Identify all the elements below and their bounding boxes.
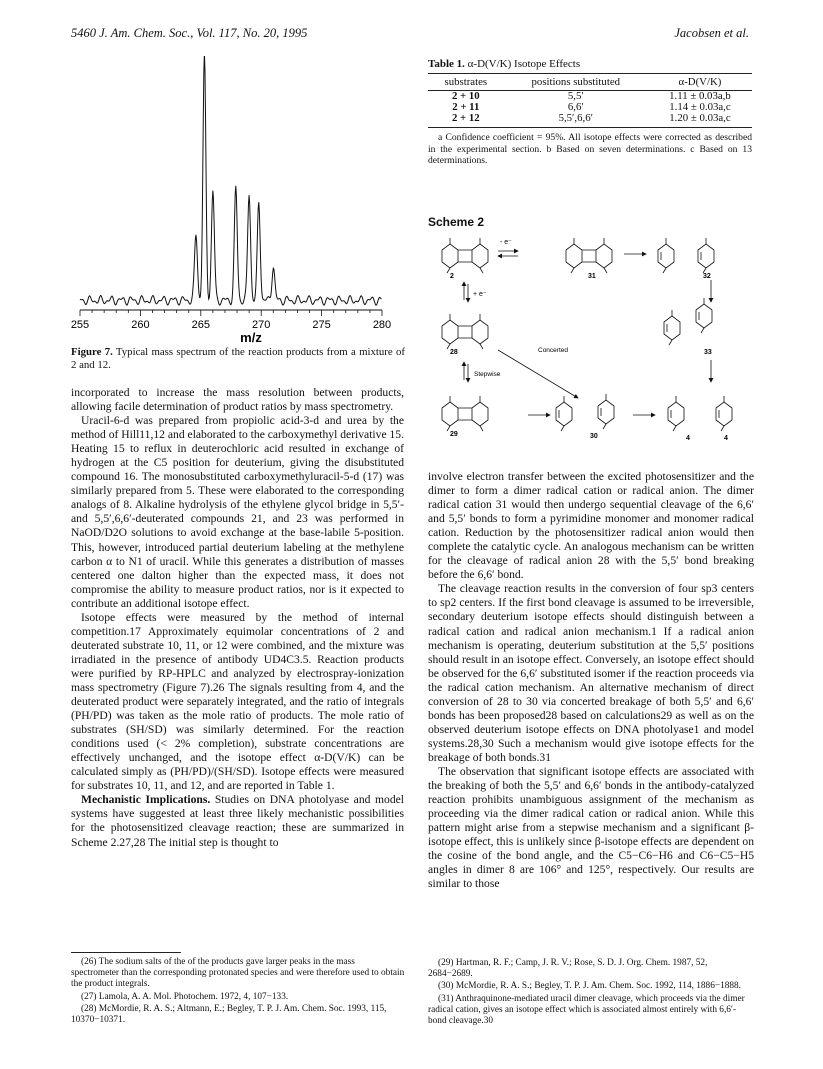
footnote: (30) McMordie, R. A. S.; Begley, T. P. J. Am. Chem. Soc. 1992, 114, 1886−1888. <box>438 981 742 992</box>
right-footnotes <box>428 958 754 1028</box>
table-1 <box>428 58 752 167</box>
footnote: (31) Anthraquinone-mediated uracil dimer cleavage, which proceeds via the dimer radical cation, gives an isotope effect which is associated almost entirely with 6,6′-bond cleavage.30 <box>428 993 745 1027</box>
monomer-4b <box>716 396 732 431</box>
dimer-31 <box>566 238 612 273</box>
spectrum-trace <box>80 56 381 305</box>
compound-label: 2 <box>450 273 454 280</box>
left-column <box>71 386 404 850</box>
compound-label: 28 <box>450 349 458 356</box>
section-heading: Mechanistic Implications. <box>81 793 211 807</box>
journal-header: 5460 J. Am. Chem. Soc., Vol. 117, No. 20, 1995 <box>71 26 308 40</box>
footnote: (27) Lamola, A. A. Mol. Photochem. 1972, 4, 107−133. <box>81 991 289 1002</box>
monomer-32b <box>698 238 714 273</box>
x-ticks <box>71 310 391 331</box>
table-footnote: a Confidence coefficient = 95%. All isotope effects were corrected as described in the experimental section. b Based on seven determinations. c Based on 13 determinations. <box>428 132 752 166</box>
footnote: (29) Hartman, R. F.; Camp, J. R. V.; Rose, S. D. J. Org. Chem. 1987, 52, 2684−2689. <box>428 958 708 980</box>
pathway-label: Stepwise <box>474 371 501 378</box>
compound-label: 30 <box>590 433 598 440</box>
table-row: 2 + 10 5,5′ 1.11 ± 0.03a,b <box>451 90 731 102</box>
paragraph: The cleavage reaction results in the conversion of four sp3 centers to sp2 centers. If the first bond cleavage is assumed to be irreversible, secondary deuterium isotope effects should distinguish between a radical cation and radical anion mechanism.1 If a radical anion mechanism is operating, deuterium substitution at the 5,5′ positions should result in an isotope effect. Conversely, an isotope effect should be observed for the 6,6′ substituted isomer if the reaction proceeds via the radical cation mechanism. An alternative mechanism of direct conversion of 28 to 30 via concerted breakage of both 5,5′ and 6,6′ bonds has been proposed28 based on calculations29 as well as on the observed deuterium isotope effects on DNA photolyase1 and model systems.28,30 Such a mechanism would give isotope effects for the breakage of both bonds.31 <box>428 582 754 764</box>
monomer-33a <box>664 310 680 345</box>
footnote: (28) McMordie, R. A. S.; Altmann, E.; Begley, T. P. J. Am. Chem. Soc. 1993, 115, 10370−10371. <box>71 1003 387 1026</box>
column-header: positions substituted <box>504 74 648 91</box>
tick-label: 270 <box>252 319 271 331</box>
table-row: 2 + 11 6,6′ 1.14 ± 0.03a,c <box>452 101 731 113</box>
compound-label: 29 <box>450 431 458 438</box>
compound-label: 31 <box>588 273 596 280</box>
isotope-table <box>428 73 752 128</box>
dimer-28 <box>442 314 488 349</box>
table-title: Table 1. α-D(V/K) Isotope Effects <box>428 58 581 70</box>
paragraph: Isotope effects were measured by the method of internal competition.17 Approximately equimolar concentrations of 2 and deuterated substrate 10, 11, or 12 were combined, and the mixture was irradiated in the presence of antibody UD4C3.5. Reaction products were purified by RP-HPLC and analyzed by electrospray-ionization mass spectrometry (Figure 7).26 The signals resulting from 4, and the deuterated product were separately integrated, and the ratio of integrals (PH/PD) was taken as the mole ratio of products. The mole ratio of substrates (SH/SD) was similarly determined. For the reaction conditions used (< 2% completion), substrate concentrations are effectively unchanged, and the isotope effect α-D(V/K) can be calculated simply as (PH/PD)/(SH/SD). Isotope effects were measured for substrates 10, 11, and 12, and are reported in Table 1. <box>71 610 404 793</box>
footnote: (26) The sodium salts of the of the products gave larger peaks in the mass spectrometer than the corresponding protonated species and were therefore used to obtain the product integrals. <box>71 957 405 990</box>
monomer-33b <box>696 298 712 333</box>
monomer-32a <box>658 238 674 273</box>
left-footnotes <box>71 957 405 1027</box>
scheme-title: Scheme 2 <box>428 215 485 229</box>
figure-7-caption: Figure 7. Typical mass spectrum of the reaction products from a mixture of 2 and 12. <box>71 346 405 371</box>
tick-label: 265 <box>191 319 210 331</box>
dimer-29 <box>442 396 488 431</box>
pathway-label: Concerted <box>538 347 568 354</box>
paragraph: incorporated to increase the mass resolution between products, allowing facile determination of product ratios by mass spectrometry. <box>71 386 404 414</box>
paragraph: involve electron transfer between the excited photosensitizer and the dimer to form a dimer radical cation or radical anion. The dimer radical cation 31 would then undergo sequential cleavage of the 6,6′ and 5,5′ bonds to form a pyrimidine monomer and monomer radical cation. Reduction by the photosensitizer radical anion would then complete the catalytic cycle. An analogous mechanism can be written for the cleavage of radical anion 28 with the 5,5′ bond breaking before the 6,6′ bond. <box>428 470 754 582</box>
tick-label: 280 <box>372 319 392 331</box>
figure-7 <box>70 56 410 356</box>
column-header: substrates <box>428 74 504 91</box>
tick-label: 255 <box>70 319 90 331</box>
scheme-2 <box>428 232 758 472</box>
author-header: Jacobsen et al. <box>674 26 749 40</box>
scheme-2-diagram <box>428 232 758 472</box>
column-header: α-D(V/K) <box>648 74 752 91</box>
figure-label: Figure 7. <box>71 346 113 358</box>
paragraph: Mechanistic Implications. Studies on DNA photolyase and model systems have suggested at least three likely mechanistic possibilities for the photosensitized cleavage reaction; these are summarized in Scheme 2.27,28 The initial step is thought to <box>71 793 404 849</box>
electron-label: + e⁻ <box>473 291 487 298</box>
paragraph: Uracil-6-d was prepared from propiolic acid-3-d and urea by the method of Hill11,12 and elaborated to the carboxymethyl derivative 15. Heating 15 to reflux in deuterochloric acid resulted in exchange of hydrogen at the C5 position for deuterium, giving the disubstituted compound 16. The monosubstituted carboxymethyluracil-5-d (17) was similarly prepared from 5. These were elaborated to the corresponding analogs of 8. Alkaline hydrolysis of the ethylene glycol bridge in 5,5′- and 5,5′,6,6′-deuterated compounds 21, and 23 was performed in NaOD/D2O solutions to avoid exchange at the base-labile 5-position. This, however, introduced partial deuterium labeling at the methylene carbon α to N1 of uracil. While this generates a distribution of masses centered one dalton higher than the expected mass, it does not compromise the ability to measure product ratios, nor is it expected to contribute an additional isotope effect. <box>71 414 404 610</box>
monomer-30b <box>598 394 614 429</box>
monomer-4a <box>668 396 684 431</box>
dimer-2 <box>442 238 488 273</box>
right-column <box>428 470 754 891</box>
paragraph: The observation that significant isotope effects are associated with the breaking of both the 5,5′ and 6,6′ bonds in the antibody-catalyzed reaction prohibits unambiguous assignment of the mechanism as proceeding via the dimer radical cation or radical anion. While this pattern might arise from a stepwise mechanism and a significant β-isotope effect, this is unlikely since β-isotope effects are dependent on the cosine of the bond angle, and the C5−C6−H6 and C6−C5−H5 angles in dimer 8 are 106° and 125°, respectively. Our results are similar to those <box>428 764 754 891</box>
compound-label: 4 <box>724 435 728 442</box>
monomer-30a <box>556 396 572 431</box>
x-axis-label: m/z <box>240 330 262 345</box>
tick-label: 260 <box>131 319 150 331</box>
compound-label: 4 <box>686 435 690 442</box>
mass-spectrum-chart <box>70 56 410 356</box>
footnote-rule <box>71 952 181 953</box>
table-row: 2 + 12 5,5′,6,6′ 1.20 ± 0.03a,c <box>451 112 731 124</box>
compound-label: 33 <box>704 349 712 356</box>
electron-label: - e⁻ <box>500 239 512 246</box>
compound-label: 32 <box>703 273 711 280</box>
tick-label: 275 <box>312 319 331 331</box>
